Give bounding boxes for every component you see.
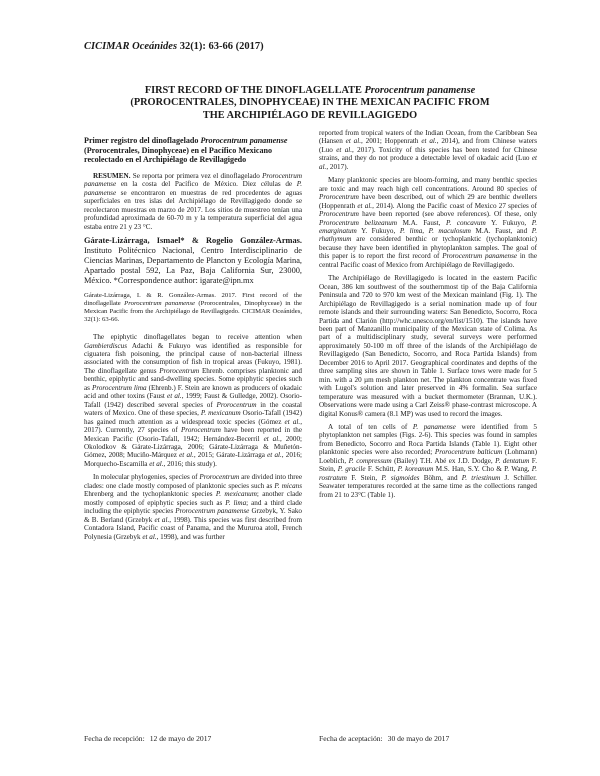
resumen-paragraph: RESUMEN. Se reporta por primera vez el dinoflagelado Prorocentrum panamense en la costa del Pacífico de México. Diez células de P. panamense se encontraron en muestras de red procedentes de aguas superficiales en tres islas del Archipiélago de Revillagigedo donde se recolectaron muestras en marzo de 2017. Los sitios de muestreo tenían una profundidad aproximada de 60-70 m y la temperatura superficial del agua estaba entre 21 y 23 °C. <box>84 171 302 231</box>
authors-affiliation <box>84 236 302 286</box>
affiliation: Instituto Politécnico Nacional, Centro Interdisciplinario de Ciencias Marinas, Departamento de Plancton y Ecología Marina, Apartado postal 592, La Paz, Baja California Sur, 23000, México. *Correspondence author: igarate@ipn.mx <box>84 245 302 285</box>
author-names: Gárate-Lizárraga, Ismael* & Rogelio González-Armas. <box>84 235 302 245</box>
title-line-3: THE ARCHIPIÉLAGO DE REVILLAGIGEDO <box>202 109 418 121</box>
body-paragraph: In molecular phylogenies, species of Prorocentrum are divided into three clades: one clade mostly composed of planktonic species such as P. micans Ehrenberg and the tychoplanktonic species P. mexicanum; another clade mostly composed of epiphytic species such as P. lima; and a third clade including the epiphytic species Prorocentrum panamense Grzebyk, Y. Sako & B. Berland (Grzebyk et al., 1998). This species was first described from Contadora Island, Pacific coast of Panama, and the Mururoa atoll, French Polynesia (Grzebyk et al., 1998), and was further <box>84 473 303 541</box>
resumen-label: RESUMEN. <box>93 171 131 180</box>
resumen-title: Primer registro del dinoflagelado Prorocentrum panamense (Prorocentrales, Dinophyceae) en el Pacífico Mexicano recolectado en el Archipiélago de Revillagigedo <box>84 136 288 165</box>
title-line-1: FIRST RECORD OF THE DINOFLAGELLATE Prorocentrum panamense <box>144 85 476 96</box>
journal-name: CICIMAR Oceánides <box>84 41 178 52</box>
volume-pages: 32(1): 63-66 (2017) <box>179 41 264 52</box>
title-species: Prorocentrum panamense <box>364 85 476 96</box>
body-paragraph: The epiphytic dinoflagellates began to receive attention when Gambierdiscus Adachi & Fukuyo was identified as responsible for ciguatera fish poisoning, the principal cause of non-bacterial illness associated with the consumption of fish in tropical areas (Fukuyo, 1981). The dinoflagellate genus Prorocentrum Ehrenb. comprises planktonic and benthic, epiphytic and sand-dwelling species. Some epiphytic species such as Prorocentrum lima (Ehrenb.) F. Stein are known as producers of okadaic acid and other toxins (Faust et al., 1999; Faust & Gulledge, 2002). Osorio-Tafall (1942) described several species of Prorocentrum in the coastal waters of Mexico. One of these species, P. mexicanum Osorio-Tafall (1942) has gained much attention as a widespread toxic species (Gómez et al., 2017). Currently, 27 species of Prorocentrum have been reported in the Mexican Pacific (Osorio-Tafall, 1942; Hernández-Becerril et al., 2000; Okolodkov & Gárate-Lizárraga, 2006; Gárate-Lizárraga & Muñetón-Gómez, 2008; Muciño-Márquez et al., 2015; Gárate-Lizárraga et al., 2016; Morquecho-Escamilla et al., 2016; this study). <box>84 333 303 468</box>
body-paragraph: A total of ten cells of P. panamense were identified from 5 phytoplankton net samples (Figs. 2-6). This species was found in samples from Benedicto, Socorro and Roca Partida Islands (Table 1). Eight other planktonic species were also recorded; Prorocentrum balticum (Lohmann) Loeblich, P. compressum (Bailey) T.H. Abé ex J.D. Dodge, P. dentatum F. Stein, P. gracile F. Schütt, P. koreanum M.S. Han, S.Y. Cho & P. Wang, P. rostratum F. Stein, P. sigmoides Böhm, and P. triestinum J. Schiller. Seawater temperatures recorded at the same time as the collections ranged from 21 to 23°C (Table 1). <box>319 422 538 499</box>
body-paragraph: reported from tropical waters of the Indian Ocean, from the Caribbean Sea (Hansen et al., 2001; Hoppenrath et al., 2014), and from Chinese waters (Luo et al., 2017). Toxicity of this species has been tested for Chinese strains, and they do not produce a detectable level of okadaic acid (Luo et al., 2017). <box>319 129 538 171</box>
accepted-date: Fecha de aceptación: 30 de mayo de 2017 <box>319 734 450 743</box>
body-paragraph: Many planktonic species are bloom-forming, and many benthic species are toxic and may reach high cell concentrations. Around 80 species of Prorocentrum have been described, out of which 29 are benthic dwellers (Hoppenrath et al., 2014). Along the Pacific coast of Mexico 27 species of Prorocentrum have been reported (see above references). Of these, only Prorocentrum belizeanum M.A. Faust, P. concavum Y. Fukuyo, P. emarginatum Y. Fukuyo, P. lima, P. maculosum M.A. Faust, and P. rhathymum are considered benthic or tychoplanktic (tychoplanktonic) because they have been identified in phytoplankton samples. The goal of this paper is to report the first record of Prorocentrum panamense in the central Pacific coast of Mexico from Archipiélago de Revillagigedo. <box>319 176 537 269</box>
citation: Gárate-Lizárraga, I. & R. González-Armas. 2017. First record of the dinoflagellate Prorocentrum panamense (Prorocentrales, Dinophyceae) in the Mexican Pacific from the Archipiélago de Revillagigedo. CICIMAR Oceánides, 32(1): 63-66. <box>84 292 302 324</box>
right-column <box>319 129 537 504</box>
left-column <box>84 136 302 546</box>
paper-title <box>84 85 536 122</box>
journal-header <box>84 41 264 52</box>
received-date: Fecha de recepción: 12 de mayo de 2017 <box>84 734 212 743</box>
body-paragraph: The Archipiélago de Revillagigedo is located in the eastern Pacific Ocean, 386 km southwest of the southernmost tip of the Baja California Peninsula and 720 to 970 km west of the Mexican mainland (Fig. 1). The Archipiélago de Revillagigedo is a serial nomination made up of four remote islands and their surrounding waters: San Benedicto, Socorro, Roca Partida and Clarión (http://whc.unesco.org/en/list/1510). The islands have been part of Manzanillo municipality of the Mexican state of Colima. As part of a multidisciplinary study, several surveys were performed approximately 50-100 m off three of the islands of the Archipiélago de Revillagigedo (San Benedicto, Socorro, and Roca Partida Islands) from December 2016 to April 2017. Geographical coordinates and depths of the three sampling sites are shown in Table 1. Surface tows were made for 5 min. with a 20 µm mesh plankton net. The plankton concentrate was fixed with Lugol's solution and later preserved in 4% formalin. Sea surface temperature was measured with a bucket thermometer (Brannan, U.K.). Observations were made using a Carl Zeiss® phase-contrast microscope. A digital Konus® camera (8.1 MP) was used to record the images. <box>319 274 537 418</box>
title-line-2: (PROROCENTRALES, DINOPHYCEAE) IN THE MEXICAN PACIFIC FROM <box>130 97 490 109</box>
